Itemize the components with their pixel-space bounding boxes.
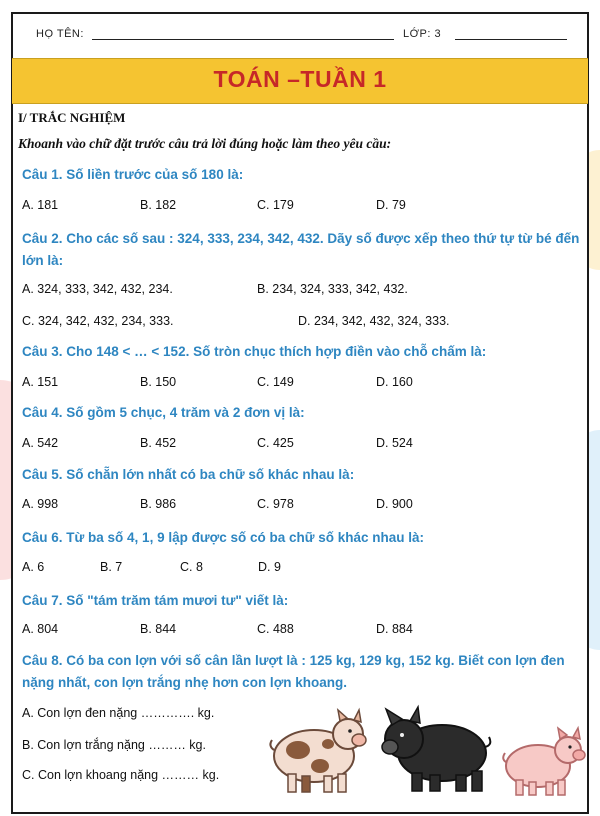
option-d[interactable]: D. 234, 342, 432, 324, 333. (298, 314, 450, 328)
option-a[interactable]: A. 542 (22, 436, 59, 450)
name-label: HỌ TÊN: (36, 28, 84, 40)
option-a[interactable]: A. 324, 333, 342, 432, 234. (22, 282, 173, 296)
option-d[interactable]: D. 79 (376, 198, 406, 212)
option-c[interactable]: C. 978 (257, 497, 294, 511)
black-pig-icon (380, 703, 492, 795)
option-c[interactable]: C. 149 (257, 375, 294, 389)
option-c[interactable]: C. 324, 342, 432, 234, 333. (22, 314, 174, 328)
option-b[interactable]: B. 844 (140, 622, 177, 636)
question-8: Câu 8. Có ba con lợn với số cân lần lượt là : 125 kg, 129 kg, 152 kg. Biết con lợn đen nặng nhất, con lợn trắng nhẹ hơn con lợn khoang. (22, 653, 565, 690)
option-d[interactable]: D. 884 (376, 622, 413, 636)
option-c[interactable]: C. 488 (257, 622, 294, 636)
option-a[interactable]: A. 998 (22, 497, 59, 511)
option-b[interactable]: B. 452 (140, 436, 177, 450)
option-c[interactable]: C. 179 (257, 198, 294, 212)
section-heading: I/ TRẮC NGHIỆM (18, 110, 126, 125)
option-a[interactable]: A. 151 (22, 375, 59, 389)
option-d[interactable]: D. 524 (376, 436, 413, 450)
option-b[interactable]: B. 234, 324, 333, 342, 432. (257, 282, 408, 296)
question-3: Câu 3. Cho 148 < … < 152. Số tròn chục thích hợp điền vào chỗ chấm là: (22, 344, 487, 359)
answer-line[interactable]: B. Con lợn trắng nặng ……… kg. (22, 738, 206, 752)
question-2: Câu 2. Cho các số sau : 324, 333, 234, 342, 432. Dãy số được xếp theo thứ tự từ bé đến lớn là: (22, 231, 580, 268)
option-b[interactable]: B. 7 (100, 560, 123, 574)
class-field[interactable] (455, 39, 567, 40)
option-d[interactable]: D. 160 (376, 375, 413, 389)
option-b[interactable]: B. 182 (140, 198, 177, 212)
question-6: Câu 6. Từ ba số 4, 1, 9 lập được số có ba chữ số khác nhau là: (22, 530, 425, 545)
question-4: Câu 4. Số gồm 5 chục, 4 trăm và 2 đơn vị là: (22, 405, 305, 420)
option-b[interactable]: B. 986 (140, 497, 177, 511)
instruction: Khoanh vào chữ đặt trước câu trả lời đúng hoặc làm theo yêu cầu: (18, 136, 392, 151)
title-bar (12, 58, 588, 104)
pink-pig-icon (500, 722, 590, 798)
class-label: LỚP: 3 (403, 28, 442, 40)
option-d[interactable]: D. 900 (376, 497, 413, 511)
option-a[interactable]: A. 6 (22, 560, 45, 574)
option-b[interactable]: B. 150 (140, 375, 177, 389)
option-a[interactable]: A. 804 (22, 622, 59, 636)
option-a[interactable]: A. 181 (22, 198, 59, 212)
option-c[interactable]: C. 425 (257, 436, 294, 450)
name-field[interactable] (92, 39, 394, 40)
question-5: Câu 5. Số chẵn lớn nhất có ba chữ số khác nhau là: (22, 467, 355, 482)
answer-line[interactable]: C. Con lợn khoang nặng ……… kg. (22, 768, 220, 782)
page-title: TOÁN –TUẦN 1 (213, 66, 387, 92)
option-c[interactable]: C. 8 (180, 560, 203, 574)
question-7: Câu 7. Số "tám trăm tám mươi tư" viết là: (22, 593, 289, 608)
answer-line[interactable]: A. Con lợn đen nặng …………. kg. (22, 706, 215, 720)
question-1: Câu 1. Số liền trước của số 180 là: (22, 167, 244, 182)
option-d[interactable]: D. 9 (258, 560, 281, 574)
spotted-pig-icon (268, 704, 370, 796)
